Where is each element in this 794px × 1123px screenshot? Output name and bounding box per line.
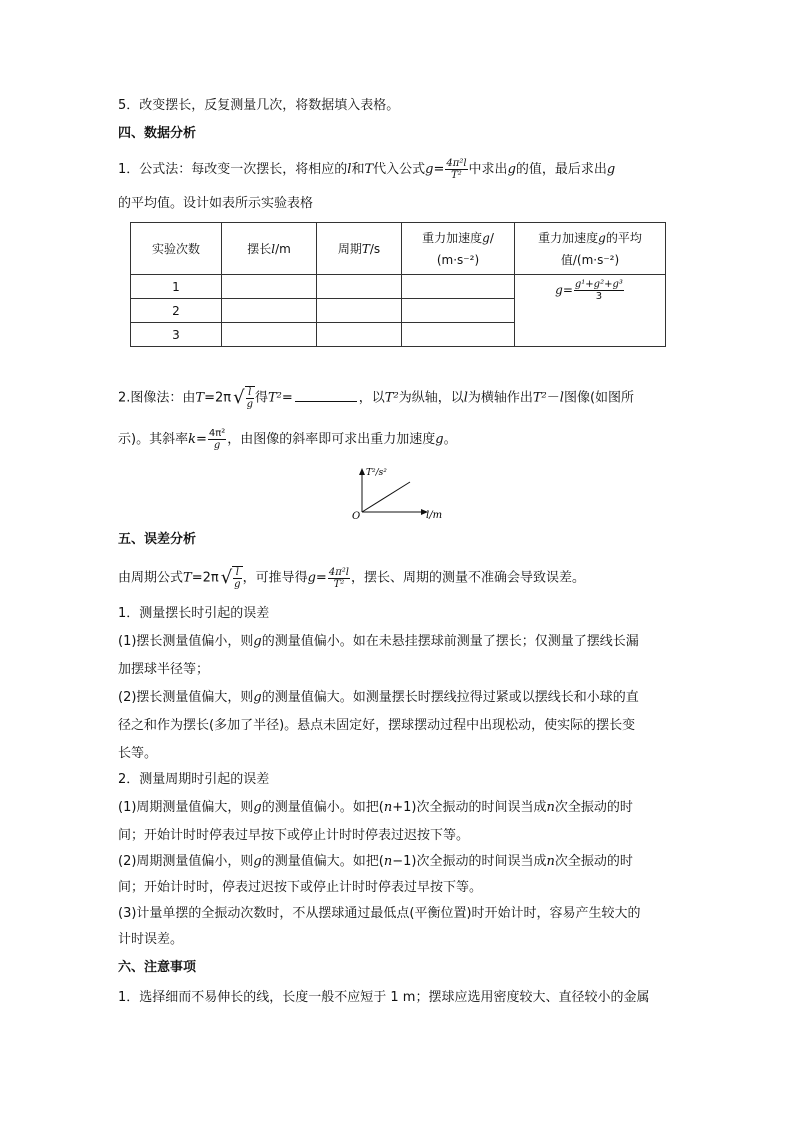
header-length: 摆长l/m [222, 223, 317, 275]
error-period-2-line-1: (2)周期测量值偏小，则g的测量值偏大。如把(n−1)次全振动的时间误当成n次全振动的时 [118, 854, 633, 869]
table-cell [402, 323, 515, 347]
table-cell [222, 323, 317, 347]
t2-l-graph [344, 462, 454, 524]
table-cell [317, 299, 402, 323]
error-length-1-line-2: 加摆球半径等； [118, 662, 210, 677]
y-axis-arrow [359, 468, 365, 475]
fraction-g-formula: $\frac{\text{4π²l}}{\text{T²}}$ [328, 566, 349, 590]
error-length-2-line-1: (2)摆长测量值偏大，则g的测量值偏大。如测量摆长时摆线拉得过紧或以摆线长和小球的直 [118, 690, 639, 705]
error-intro-line: 由周期公式T=2π √ $\frac{l}{g}$ ，可推导得g= $\frac{\text{4π²l}}{\text{T²}}$ ，摆长、周期的测量不准确会导致误差。 [118, 566, 585, 590]
average-formula-cell: g= $\frac{\text{g¹+g²+g³}}{3}$ [515, 275, 666, 347]
step-5: 5．改变摆长，反复测量几次，将数据填入表格。 [118, 98, 400, 113]
header-count: 实验次数 [131, 223, 222, 275]
formula-method-line-2: 的平均值。设计如表所示实验表格 [118, 196, 314, 211]
row-number: 2 [131, 299, 222, 323]
header-period: 周期T/s [317, 223, 402, 275]
fraction-slope: $\frac{\text{4π²}}{g}$ [208, 428, 226, 451]
fraction-average: $\frac{\text{g¹+g²+g³}}{3}$ [574, 279, 623, 302]
section-4-heading: 四、数据分析 [118, 126, 197, 141]
note-1-line-1: 1．选择细而不易伸长的线，长度一般不应短于 1 m；摆球应选用密度较大、直径较小的金属 [118, 990, 650, 1005]
header-average: 重力加速度g的平均 值/(m·s⁻²) [515, 223, 666, 275]
table-cell [317, 323, 402, 347]
row-number: 1 [131, 275, 222, 299]
graph-line [362, 482, 410, 512]
graph-method-line-2: 示)。其斜率k= $\frac{\text{4π²}}{g}$ ，由图像的斜率即可求出重力加速度g。 [118, 428, 457, 451]
error-length-heading: 1．测量摆长时引起的误差 [118, 606, 270, 621]
answer-blank [295, 389, 357, 402]
error-period-2-line-2: 间；开始计时时，停表过迟按下或停止计时时停表过早按下等。 [118, 880, 483, 895]
table-row [131, 275, 666, 299]
error-length-2-line-2: 径之和作为摆长(多加了半径)。悬点未固定好，摆球摆动过程中出现松动，使实际的摆长变 [118, 718, 636, 733]
origin-label: O [352, 511, 361, 522]
error-period-3-line-1: (3)计量单摆的全振动次数时，不从摆球通过最低点(平衡位置)时开始计时，容易产生较大的 [118, 906, 641, 921]
section-5-heading: 五、误差分析 [118, 532, 197, 547]
y-axis-label: T²/s² [366, 468, 387, 478]
table-cell [317, 275, 402, 299]
error-period-3-line-2: 计时误差。 [118, 932, 184, 947]
table-cell [222, 275, 317, 299]
error-period-heading: 2．测量周期时引起的误差 [118, 772, 270, 787]
experiment-table [130, 222, 666, 347]
table-cell [222, 299, 317, 323]
sqrt-l-over-g: √ $\frac{l}{g}$ [220, 567, 241, 590]
graph-method-line-1: 2.图像法：由T=2π √ $\frac{l}{g}$ 得T²= ，以T²为纵轴，以l为横轴作出T²－l图像(如图所 [118, 387, 635, 410]
error-length-1-line-1: (1)摆长测量值偏小，则g的测量值偏小。如在未悬挂摆球前测量了摆长；仅测量了摆线长漏 [118, 634, 639, 649]
table-cell [402, 299, 515, 323]
error-period-1-line-1: (1)周期测量值偏大，则g的测量值偏小。如把(n+1)次全振动的时间误当成n次全振动的时 [118, 800, 633, 815]
error-length-2-line-3: 长等。 [118, 746, 158, 761]
error-period-1-line-2: 间；开始计时时停表过早按下或停止计时时停表过迟按下等。 [118, 828, 470, 843]
section-6-heading: 六、注意事项 [118, 960, 197, 975]
table-cell [402, 275, 515, 299]
sqrt-l-over-g: √ $\frac{l}{g}$ [233, 387, 253, 410]
fraction-g-formula: $\frac{\text{4π²l}}{\text{T²}}$ [446, 158, 467, 181]
formula-method-line-1: 1．公式法：每改变一次摆长，将相应的l和T代入公式g= $\frac{\text{4π²l}}{\text{T²}}$ 中求出g的值，最后求出g [118, 158, 616, 181]
x-axis-label: l/m [426, 510, 443, 521]
row-number: 3 [131, 323, 222, 347]
header-acceleration: 重力加速度g/ (m·s⁻²) [402, 223, 515, 275]
